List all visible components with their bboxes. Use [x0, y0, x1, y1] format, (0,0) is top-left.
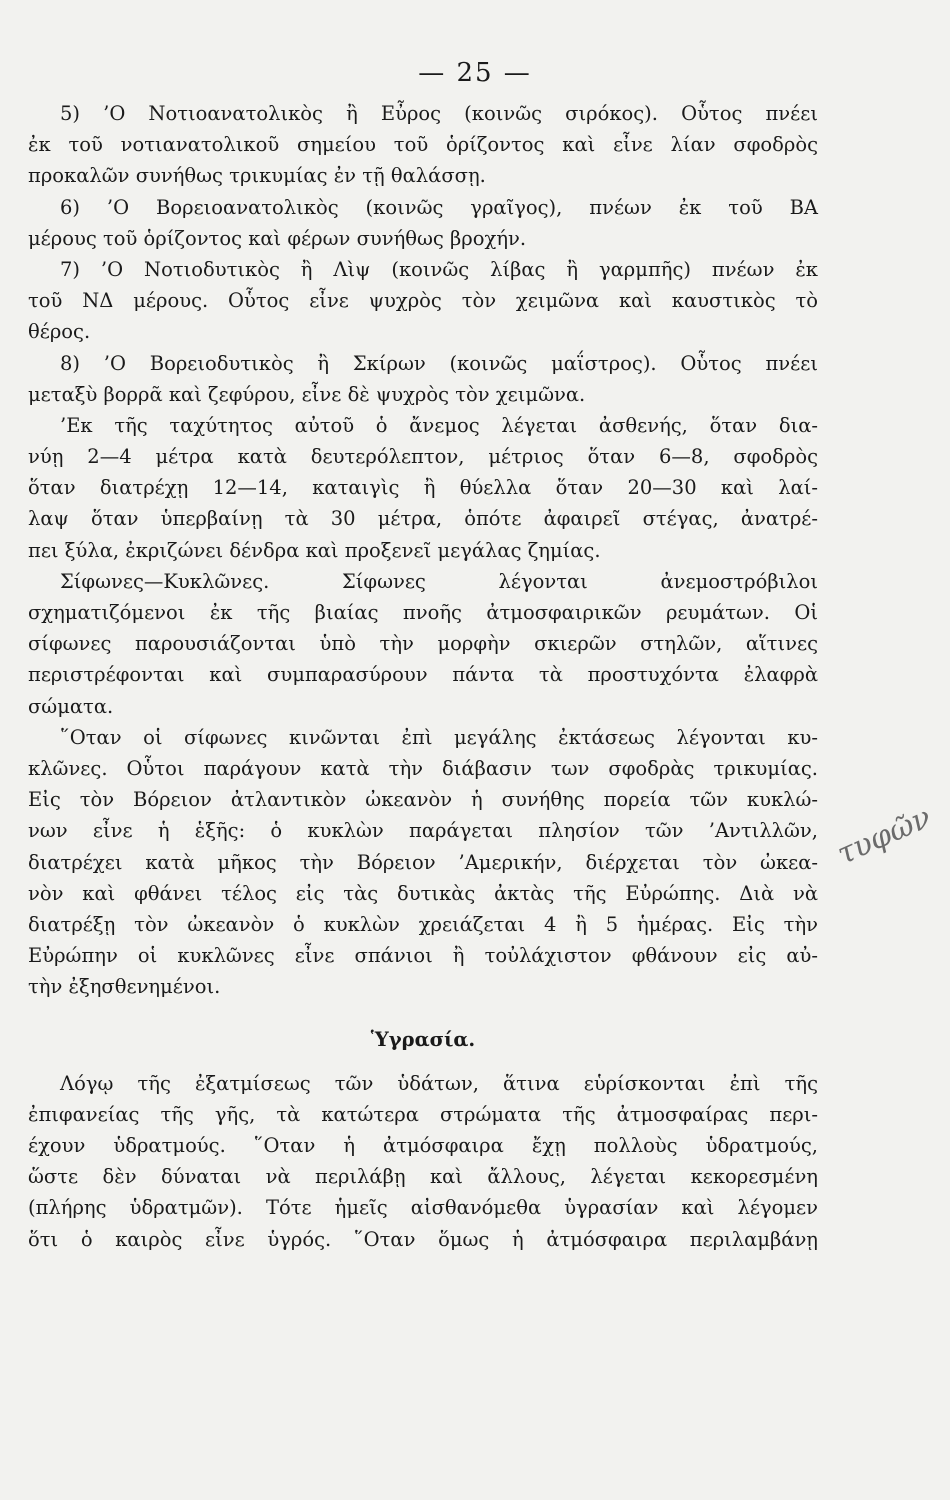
text-line: Λόγῳ τῆς ἐξατμίσεως τῶν ὑδάτων, ἅτινα εὑρίσκονται ἐπὶ τῆς — [60, 1071, 818, 1095]
handwritten-margin-note: τυφῶν — [832, 799, 937, 872]
text-line: μεταξὺ βορρᾶ καὶ ζεφύρου, εἶνε δὲ ψυχρὸς τὸν χειμῶνα. — [28, 382, 586, 406]
section-gap — [28, 1002, 818, 1024]
text-line: λαψ ὅταν ὑπερβαίνῃ τὰ 30 μέτρα, ὁπότε ἀφαιρεῖ στέγας, ἀνατρέ- — [28, 507, 818, 531]
text-line: τοῦ ΝΔ μέρους. Οὗτος εἶνε ψυχρὸς τὸν χειμῶνα καὶ καυστικὸς τὸ — [28, 289, 818, 313]
heading-gap — [28, 1056, 818, 1068]
text-line: προκαλῶν συνήθως τρικυμίας ἐν τῇ θαλάσσῃ. — [28, 164, 486, 188]
text-line: ὅτι ὁ καιρὸς εἶνε ὑγρός. ῞Οταν ὅμως ἡ ἀτμόσφαιρα περιλαμβάνῃ — [28, 1227, 818, 1251]
section-heading: Ὑγρασία. — [370, 1028, 476, 1052]
body-text — [28, 98, 818, 1255]
text-line: μέρους τοῦ ὁρίζοντος καὶ φέρων συνήθως βροχήν. — [28, 226, 527, 250]
text-line: 7) ’Ο Νοτιοδυτικὸς ἢ Λὶψ (κοινῶς λίβας ἢ γαρμπῆς) πνέων ἐκ — [60, 257, 818, 281]
text-line: 8) ’Ο Βορειοδυτικὸς ἢ Σκίρων (κοινῶς μαΐστρος). Οὗτος πνέει — [60, 351, 818, 375]
text-line: 6) ’Ο Βορειοανατολικὸς (κοινῶς γραῖγος), πνέων ἐκ τοῦ ΒΑ — [60, 195, 818, 219]
text-line: νύῃ 2—4 μέτρα κατὰ δευτερόλεπτον, μέτριος ὅταν 6—8, σφοδρὸς — [28, 445, 818, 469]
text-line: Εἰς τὸν Βόρειον ἀτλαντικὸν ὠκεανὸν ἡ συνήθης πορεία τῶν κυκλώ- — [28, 788, 818, 812]
text-line: τὴν ἐξησθενημένοι. — [28, 975, 221, 999]
text-line: 5) ’Ο Νοτιοανατολικὸς ἢ Εὖρος (κοινῶς σιρόκος). Οὗτος πνέει — [60, 102, 818, 125]
text-line: νων εἶνε ἡ ἑξῆς: ὁ κυκλὼν παράγεται πλησίον τῶν ’Αντιλλῶν, — [28, 819, 818, 843]
text-line: νὸν καὶ φθάνει τέλος εἰς τὰς δυτικὰς ἀκτὰς τῆς Εὐρώπης. Διὰ νὰ — [28, 881, 818, 905]
section-paragraph — [28, 1068, 818, 1255]
text-line: ’Εκ τῆς ταχύτητος αὐτοῦ ὁ ἄνεμος λέγεται ἀσθενής, ὅταν δια- — [60, 413, 818, 437]
text-line: ῞Οταν οἱ σίφωνες κινῶνται ἐπὶ μεγάλης ἐκτάσεως λέγονται κυ- — [60, 725, 818, 749]
text-line: Σίφωνες—Κυκλῶνες. Σίφωνες λέγονται ἀνεμοστρόβιλοι — [60, 569, 818, 593]
page-number: — 25 — — [418, 58, 532, 88]
text-line: σχηματιζόμενοι ἐκ τῆς βιαίας πνοῆς ἀτμοσφαιρικῶν ρευμάτων. Οἱ — [28, 601, 818, 624]
paragraph-block — [28, 98, 818, 1002]
text-line: περιστρέφονται καὶ συμπαρασύρουν πάντα τὰ προστυχόντα ἐλαφρὰ — [28, 663, 818, 687]
text-line: διατρέχει κατὰ μῆκος τὴν Βόρειον ’Αμερικήν, διέρχεται τὸν ὠκεα- — [28, 850, 818, 874]
text-line: ὅταν διατρέχῃ 12—14, καταιγὶς ἢ θύελλα ὅταν 20—30 καὶ λαί- — [28, 476, 818, 500]
text-line: ἐκ τοῦ νοτιανατολικοῦ σημείου τοῦ ὁρίζοντος καὶ εἶνε λίαν σφοδρὸς — [28, 133, 818, 157]
text-line: Εὐρώπην οἱ κυκλῶνες εἶνε σπάνιοι ἢ τοὐλάχιστον φθάνουν εἰς αὐ- — [28, 944, 818, 968]
text-line: πει ξύλα, ἐκριζώνει δένδρα καὶ προξενεῖ μεγάλας ζημίας. — [28, 538, 601, 562]
text-line: (πλήρης ὑδρατμῶν). Τότε ἡμεῖς αἰσθανόμεθα ὑγρασίαν καὶ λέγομεν — [28, 1196, 818, 1220]
text-line: διατρέξῃ τὸν ὠκεανὸν ὁ κυκλὼν χρειάζεται 4 ἢ 5 ἡμέρας. Εἰς τὴν — [28, 912, 818, 936]
text-line: θέρος. — [28, 320, 91, 344]
text-line: ὥστε δὲν δύναται νὰ περιλάβῃ καὶ ἄλλους, λέγεται κεκορεσμένη — [28, 1165, 818, 1189]
text-line: σίφωνες παρουσιάζονται ὑπὸ τὴν μορφὴν σκιερῶν στηλῶν, αἵτινες — [28, 632, 818, 656]
text-line: σώματα. — [28, 694, 114, 718]
text-line: ἐπιφανείας τῆς γῆς, τὰ κατώτερα στρώματα τῆς ἀτμοσφαίρας περι- — [28, 1102, 818, 1126]
text-line: κλῶνες. Οὗτοι παράγουν κατὰ τὴν διάβασιν των σφοδρὰς τρικυμίας. — [28, 756, 818, 780]
text-line: έχουν ὑδρατμούς. ῞Οταν ἡ ἀτμόσφαιρα ἔχῃ πολλοὺς ὑδρατμούς, — [28, 1134, 818, 1157]
